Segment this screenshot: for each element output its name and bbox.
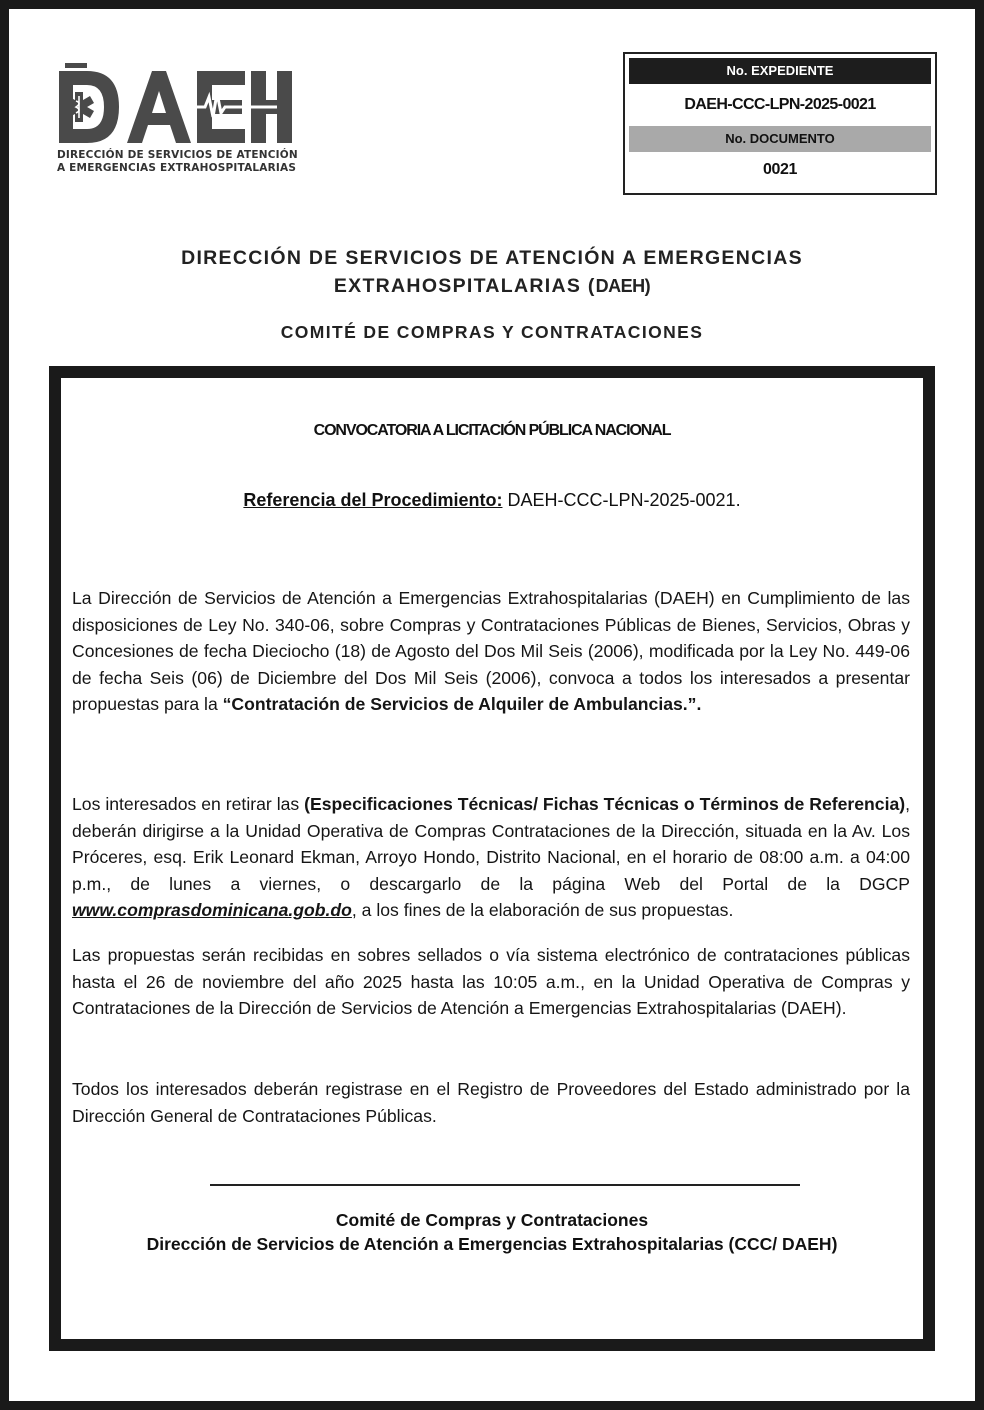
heading-line2-abbr: DAEH) xyxy=(595,276,651,296)
committee-heading: COMITÉ DE COMPRAS Y CONTRATACIONES xyxy=(280,322,704,342)
expediente-label: No. EXPEDIENTE xyxy=(629,58,931,84)
signature-committee: Comité de Compras y Contrataciones xyxy=(335,1210,649,1230)
heading-line2 xyxy=(9,272,975,300)
heading-line1: DIRECCIÓN DE SERVICIOS DE ATENCIÓN A EMERGENCIAS xyxy=(181,247,803,269)
daeh-wordmark xyxy=(57,63,307,153)
notice-box xyxy=(49,366,935,1351)
p1-text: La Dirección de Servicios de Atención a Emergencias Extrahospitalarias (DAEH) en Cumplimiento de las disposiciones de Ley No. 340-06, sobre Compras y Contrataciones Públicas de Bienes, Servicios, Obras y Concesiones de fecha Dieciocho (18) de Agosto del Dos Mil Seis (2006), modificada por la Ley No. 449-06 de fecha Seis (06) de Diciembre del Dos Mil Seis (2006), convoca a todos los interesados a presentar propuestas para la xyxy=(72,588,910,715)
procedure-reference xyxy=(61,490,923,511)
reference-value: DAEH-CCC-LPN-2025-0021. xyxy=(502,490,741,510)
expediente-value: DAEH-CCC-LPN-2025-0021 xyxy=(684,96,876,113)
paragraph-registration: Todos los interesados deberán registrase en el Registro de Proveedores del Estado administrado por la Dirección General de Contrataciones Públicas. xyxy=(72,1079,910,1126)
logo-subtitle-line2: A EMERGENCIAS EXTRAHOSPITALARIAS xyxy=(57,162,297,174)
expediente-box xyxy=(623,52,937,195)
p2-specs-bold: (Especificaciones Técnicas/ Fichas Técnicas o Términos de Referencia) xyxy=(304,794,906,814)
signature-line xyxy=(210,1184,800,1186)
p1-contract-title: “Contratación de Servicios de Alquiler de Ambulancias.”. xyxy=(222,694,702,715)
paragraph-specifications xyxy=(72,791,910,924)
p2-text-c: , a los fines de la elaboración de sus propuestas. xyxy=(351,900,734,921)
documento-label: No. DOCUMENTO xyxy=(629,126,931,152)
portal-link[interactable]: www.comprasdominicana.gob.do xyxy=(72,900,352,921)
logo-subtitle-line1: DIRECCIÓN DE SERVICIOS DE ATENCIÓN xyxy=(57,149,298,161)
paragraph-convocatoria xyxy=(72,585,910,718)
daeh-logo xyxy=(57,63,307,183)
p2-text-b: , deberán dirigirse a la Unidad Operativa de Compras Contrataciones de la Dirección, situada en la Av. Los Próceres, esq. Erik Leonard Ekman, Arroyo Hondo, Distrito Nacional, en el horario de 08:00 a.m. a 04:00 p.m., de lunes a viernes, o descargarlo de la página Web del Portal de la DGCP xyxy=(72,794,910,894)
reference-label: Referencia del Procedimiento: xyxy=(243,490,503,510)
paragraph-proposals: Las propuestas serán recibidas en sobres sellados o vía sistema electrónico de contrataciones públicas hasta el 26 de noviembre del año 2025 hasta las 10:05 a.m., en la Unidad Operativa de Compras y Contrataciones de la Dirección de Servicios de Atención a Emergencias Extrahospitalarias (DAEH). xyxy=(72,945,910,1019)
heading-line2-main: EXTRAHOSPITALARIAS ( xyxy=(333,275,596,297)
p2-text-a: Los interesados en retirar las xyxy=(72,794,305,814)
notice-title: CONVOCATORIA A LICITACIÓN PÚBLICA NACIONAL xyxy=(313,422,671,439)
signature-institution: Dirección de Servicios de Atención a Emergencias Extrahospitalarias (CCC/ DAEH) xyxy=(146,1234,838,1254)
logo-subtitle xyxy=(57,149,298,175)
institution-heading xyxy=(9,244,975,300)
documento-value: 0021 xyxy=(763,161,797,178)
